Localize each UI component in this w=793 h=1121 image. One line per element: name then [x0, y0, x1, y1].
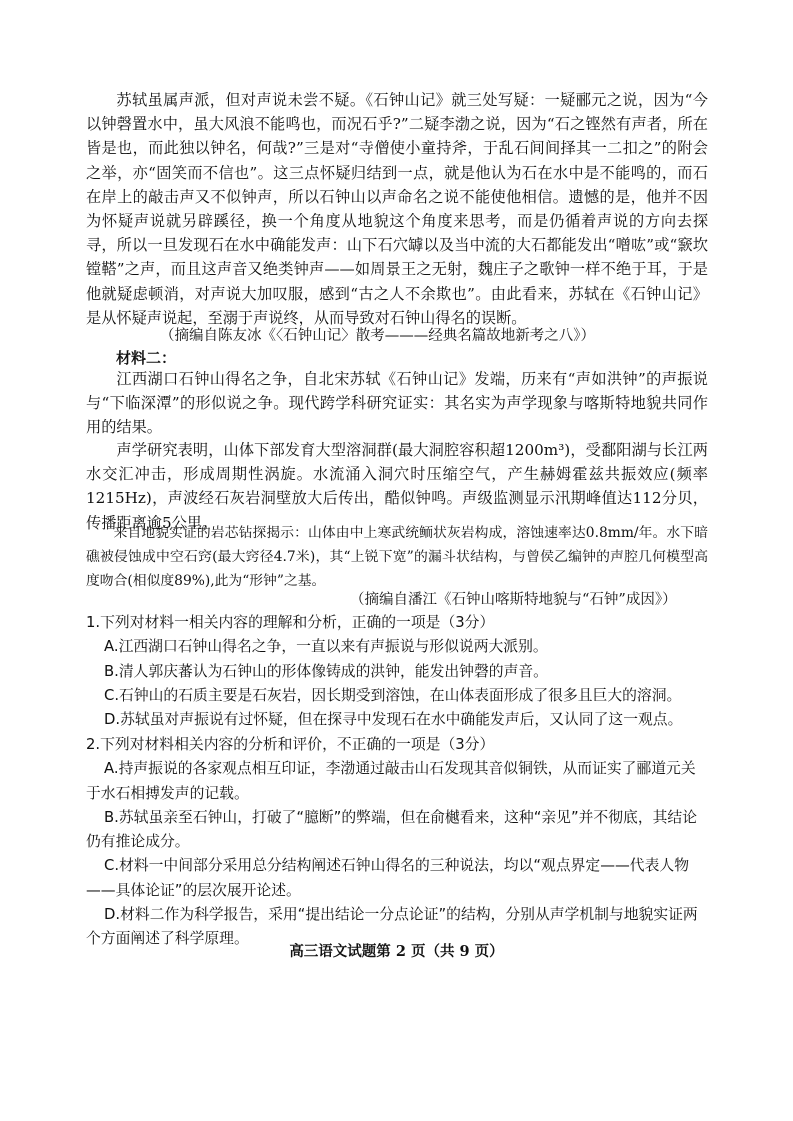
material1-paragraph: 苏轼虽属声派，但对声说未尝不疑。《石钟山记》就三处写疑：一疑郦元之说，因为“今以钟磬置水中，虽大风浪不能鸣也，而况石乎?”二疑李渤之说，因为“石之铿然有声者，所在皆是也，而此独以钟名，何哉?”三是对“寺僧使小童持斧，于乱石间间择其一二扣之”的附会之举，亦“固笑而不信也”。这三点怀疑归结到一点，就是他认为石在水中是不能鸣的，而石在岸上的敲击声又不似钟声，所以石钟山以声命名之说不能使他相信。遗憾的是，他并不因为怀疑声说就另辟蹊径，换一个角度从地貌这个角度来思考，而是仍循着声说的方向去探寻，所以一旦发现石在水中确能发声：山下石穴罅以及当中流的大石都能发出“噌吰”或“窾坎镗鞳”之声，而且这声音又绝类钟声——如周景王之无射，魏庄子之歌钟一样不绝于耳，于是他就疑虑顿消，对声说大加叹服，感到“古之人不余欺也”。由此看来，苏轼在《石钟山记》是从怀疑声说起，至溺于声说终，从而导致对石钟山得名的误断。 — [86, 91, 708, 327]
question-1-option-c[interactable]: C.石钟山的石质主要是石灰岩，因长期受到溶蚀，在山体表面形成了很多且巨大的溶洞。 — [104, 686, 682, 704]
material2-paragraph-3: 来自地貌实证的岩芯钻探揭示：山体由中上寒武统鲕状灰岩构成，溶蚀速率达0.8mm/年。水下暗礁被侵蚀成中空石窍(最大窍径4.7米)，其“上锐下宽”的漏斗状结构，与曾侯乙编钟的声腔几何模型高度吻合(相似度89%),此为“形钟”之基。 — [86, 525, 708, 589]
material2-paragraph-1: 江西湖口石钟山得名之争，自北宋苏轼《石钟山记》发端，历来有“声如洪钟”的声振说与“下临深潭”的形似说之争。现代跨学科研究证实：其名实为声学现象与喀斯特地貌共同作用的结果。 — [86, 370, 708, 437]
question-2 — [86, 733, 708, 952]
page-footer: 高三语文试题第 2 页（共 9 页） — [289, 943, 504, 960]
question-1-option-b[interactable]: B.清人郭庆蕃认为石钟山的形体像铸成的洪钟，能发出钟磬的声音。 — [104, 662, 548, 680]
question-1 — [86, 611, 708, 732]
material1-source: （摘编自陈友冰《〈石钟山记〉散考———经典名篇故地新考之八》） — [160, 328, 595, 344]
question-1-option-a[interactable]: A.江西湖口石钟山得名之争，一直以来有声振说与形似说两大派别。 — [104, 638, 548, 656]
question-2-option-b[interactable]: B.苏轼虽亲至石钟山，打破了“臆断”的弊端，但在俞樾看来，这种“亲见”并不彻底，其结论仍有推论成分。 — [86, 808, 698, 851]
material2-paragraph-2: 声学研究表明，山体下部发育大型溶洞群(最大洞腔容积超1200m³)，受鄱阳湖与长江两水交汇冲击，形成周期性涡旋。水流涌入洞穴时压缩空气，产生赫姆霍兹共振效应(频率1215Hz)，声波经石灰岩洞壁放大后传出，酷似钟鸣。声级监测显示汛期峰值达112分贝，传播距离逾5公里。 — [86, 441, 708, 532]
question-2-stem: 2.下列对材料相关内容的分析和评价，不正确的一项是（3分） — [86, 736, 495, 753]
question-2-option-c[interactable]: C.材料一中间部分采用总分结构阐述石钟山得名的三种说法，均以“观点界定——代表人物——具体论证”的层次展开论述。 — [86, 857, 689, 899]
material2-heading: 材料二： — [116, 349, 177, 367]
question-1-stem: 1.下列对材料一相关内容的理解和分析，正确的一项是（3分） — [86, 614, 495, 631]
material2-source: （摘编自潘江《石钟山喀斯特地貌与“石钟”成因》） — [350, 592, 677, 608]
question-2-option-a[interactable]: A.持声振说的各家观点相互印证，李渤通过敲击山石发现其音似铜铁，从而证实了郦道元关于水石相搏发声的记载。 — [86, 760, 696, 802]
question-1-option-d[interactable]: D.苏轼虽对声振说有过怀疑，但在探寻中发现石在水中确能发声后，又认同了这一观点。 — [104, 711, 683, 729]
question-2-option-d[interactable]: D.材料二作为科学报告，采用“提出结论一分点论证”的结构，分别从声学机制与地貌实证两个方面阐述了科学原理。 — [86, 906, 698, 948]
